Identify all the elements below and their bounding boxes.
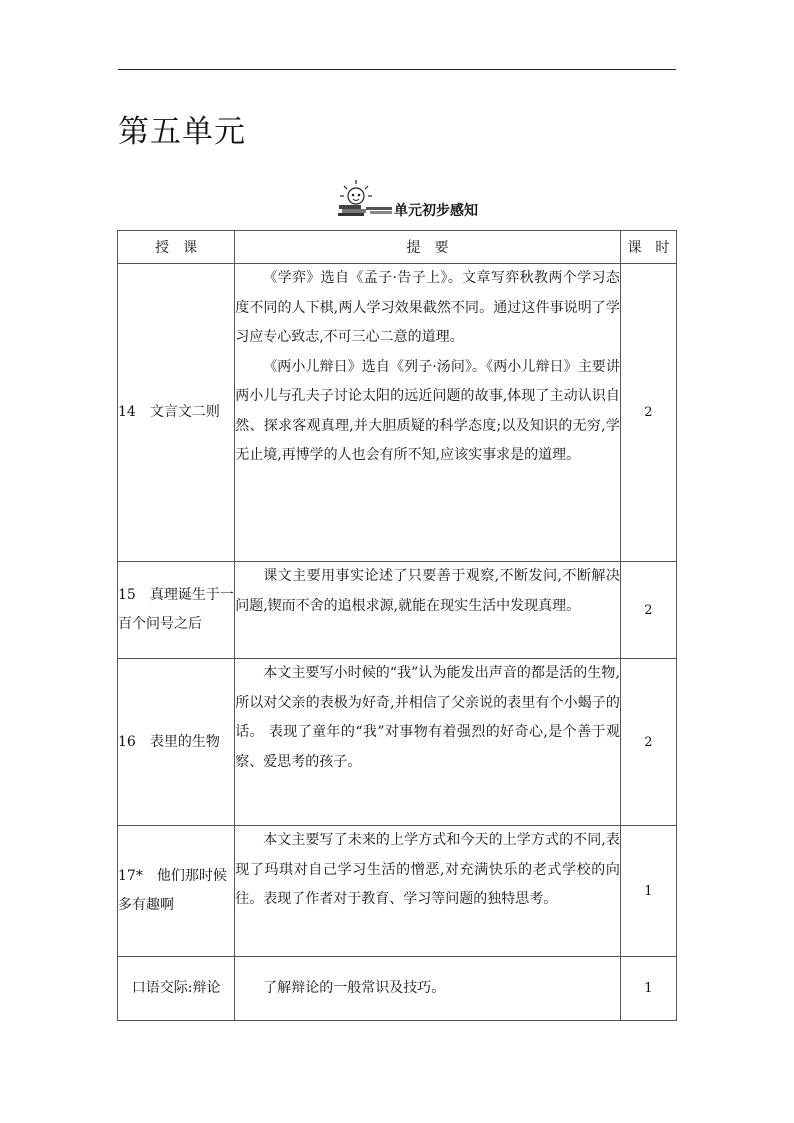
lesson-summary [235, 659, 621, 826]
top-rule [118, 69, 676, 70]
header-summary: 提 要 [235, 231, 621, 264]
lesson-hours: 2 [620, 659, 676, 826]
lightbulb-books-icon [336, 178, 396, 218]
lesson-hours: 2 [620, 264, 676, 562]
table-row [118, 659, 677, 826]
section-heading [336, 178, 516, 218]
summary-paragraph: 《两小儿辩日》选自《列子·汤问》。《两小儿辩日》主要讲两小儿与孔夫子讨论太阳的远近问题的故事,体现了主动认识自然、探求客观真理,并大胆质疑的科学态度;以及知识的无穷,学无止境,再博学的人也会有所不知,应该实事求是的道理。 [235, 358, 620, 463]
unit-title: 第五单元 [118, 114, 246, 150]
summary-paragraph: 课文主要用事实论述了只要善于观察,不断发问,不断解决问题,锲而不舍的追根求源,就能在现实生活中发现真理。 [235, 568, 620, 614]
lesson-summary [235, 957, 621, 1021]
lesson-summary [235, 562, 621, 659]
table-row [118, 957, 677, 1021]
header-lesson: 授 课 [118, 231, 235, 264]
summary-paragraph: 了解辩论的一般常识及技巧。 [263, 979, 446, 996]
lesson-hours: 1 [620, 957, 676, 1021]
summary-paragraph: 本文主要写小时候的“我”认为能发出声音的都是活的生物,所以对父亲的表极为好奇,并相信了父亲说的表里有个小蝎子的话。 表现了童年的“我”对事物有着强烈的好奇心,是个善于观察、爱思考的孩子。 [235, 665, 620, 770]
table-header-row [118, 231, 677, 264]
lesson-title: 15 真理诞生于一百个问号之后 [118, 562, 235, 659]
lesson-hours: 2 [620, 562, 676, 659]
table-row [118, 562, 677, 659]
lesson-title: 17* 他们那时候多有趣啊 [118, 826, 235, 957]
lesson-plan-table [117, 230, 677, 1021]
lesson-title: 口语交际:辩论 [118, 957, 235, 1021]
lesson-summary [235, 264, 621, 562]
table-row [118, 826, 677, 957]
summary-paragraph: 本文主要写了未来的上学方式和今天的上学方式的不同,表现了玛琪对自己学习生活的憎恶,对充满快乐的老式学校的向往。表现了作者对于教育、学习等问题的独特思考。 [235, 832, 620, 907]
header-hours: 课 时 [620, 231, 676, 264]
lesson-summary [235, 826, 621, 957]
summary-paragraph: 《学弈》选自《孟子·告子上》。文章写弈秋教两个学习态度不同的人下棋,两人学习效果截然不同。通过这件事说明了学习应专心致志,不可三心二意的道理。 [235, 270, 620, 345]
table-row [118, 264, 677, 562]
lesson-title: 16 表里的生物 [118, 659, 235, 826]
lesson-hours: 1 [620, 826, 676, 957]
section-label: 单元初步感知 [394, 203, 478, 219]
lesson-title: 14 文言文二则 [118, 264, 235, 562]
